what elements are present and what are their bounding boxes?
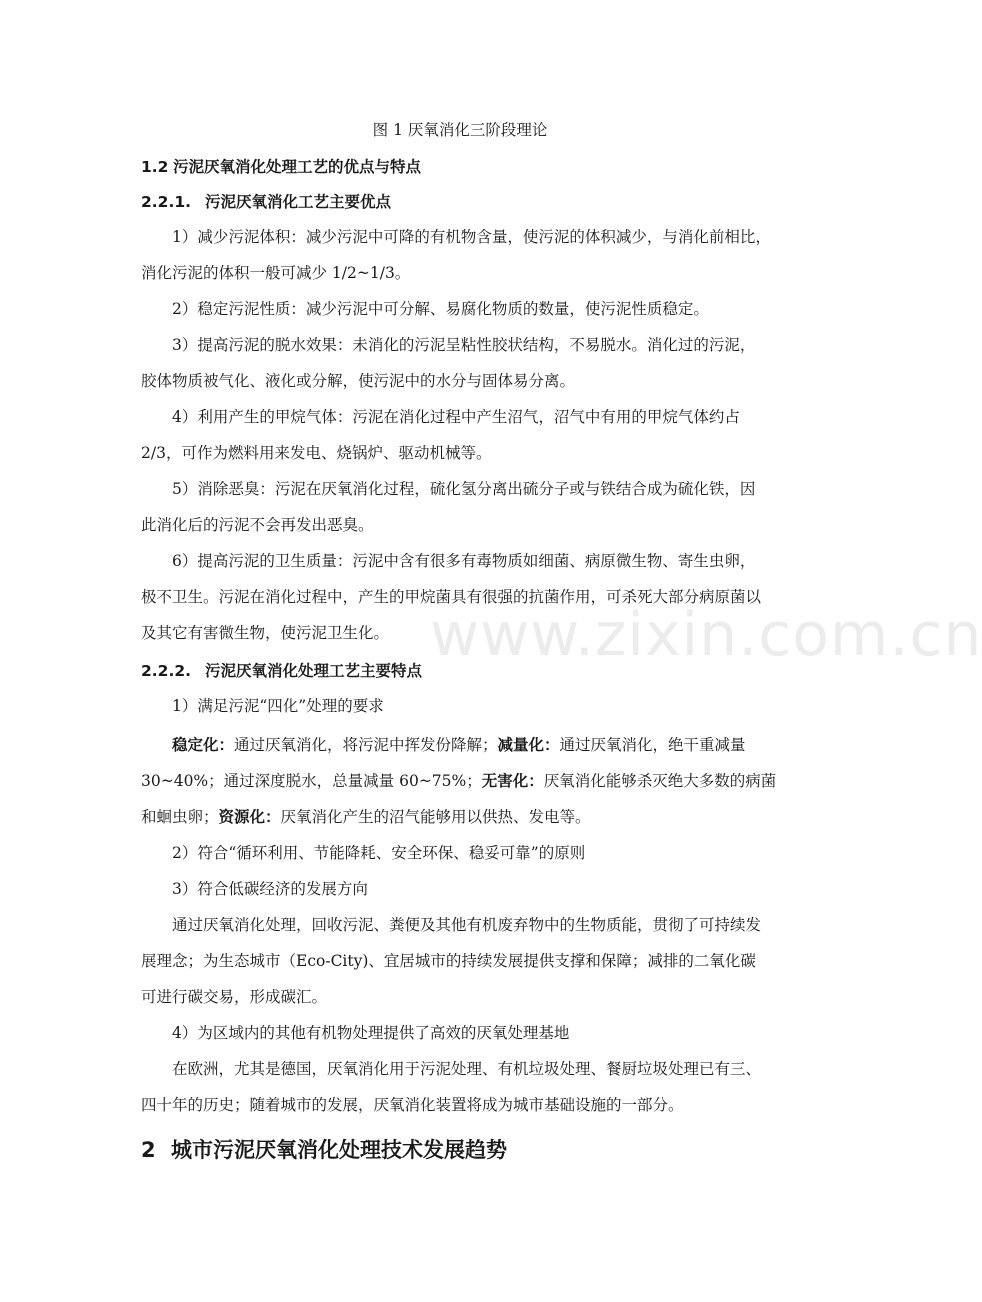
term-stabilization-desc: 通过厌氧消化，将污泥中挥发份降解； <box>234 736 498 754</box>
feature-3-body-line-1: 通过厌氧消化处理，回收污泥、粪便及其他有机废弃物中的生物质能，贯彻了可持续发 <box>172 916 762 934</box>
section-number: 2.2.2. <box>141 662 192 680</box>
feature-4-title: 4）为区域内的其他有机物处理提供了高效的厌氧处理基地 <box>172 1024 570 1042</box>
four-modernizations-line-2 <box>141 770 776 792</box>
feature-3-body-line-3: 可进行碳交易，形成碳汇。 <box>141 988 328 1006</box>
section-heading-2-2-2 <box>141 660 422 682</box>
four-modernizations-line-3 <box>141 806 591 828</box>
advantage-6-line-1: 6）提高污泥的卫生质量：污泥中含有很多有毒物质如细菌、病原微生物、寄生虫卵， <box>172 552 756 570</box>
term-resource-desc: 厌氧消化产生的沼气能够用以供热、发电等。 <box>280 808 591 826</box>
term-resource: 资源化： <box>218 808 281 826</box>
advantage-1-line-1: 1）减少污泥体积：减少污泥中可降的有机物含量，使污泥的体积减少，与消化前相比， <box>172 228 771 246</box>
term-harmless-desc-a: 厌氧消化能够杀灭绝大多数的病菌 <box>543 772 777 790</box>
figure-caption: 图 1 厌氧消化三阶段理论 <box>372 121 548 139</box>
term-harmless: 无害化： <box>481 772 544 790</box>
feature-2-title: 2）符合“循环利用、节能降耗、安全环保、稳妥可靠”的原则 <box>172 844 586 862</box>
feature-3-body-line-2: 展理念；为生态城市（Eco-City)、宜居城市的持续发展提供支撑和保障；减排的二氧化碳 <box>141 952 756 970</box>
section-number: 2.2.1. <box>141 193 192 211</box>
chapter-title: 城市污泥厌氧消化处理技术发展趋势 <box>171 1138 507 1162</box>
advantage-4-line-1: 4）利用产生的甲烷气体：污泥在消化过程中产生沼气，沼气中有用的甲烷气体约占 <box>172 408 740 426</box>
advantage-5-line-1: 5）消除恶臭：污泥在厌氧消化过程，硫化氢分离出硫分子或与铁结合成为硫化铁，因 <box>172 480 756 498</box>
section-title: 污泥厌氧消化处理工艺的优点与特点 <box>173 158 422 176</box>
advantage-6-line-3: 及其它有害微生物，使污泥卫生化。 <box>141 624 390 642</box>
advantage-6-line-2: 极不卫生。污泥在消化过程中，产生的甲烷菌具有很强的抗菌作用，可杀死大部分病原菌以 <box>141 588 762 606</box>
section-number: 1.2 <box>141 158 169 176</box>
section-title: 污泥厌氧消化处理工艺主要特点 <box>205 662 423 680</box>
term-reduction: 减量化： <box>497 736 560 754</box>
section-heading-1-2 <box>141 156 421 178</box>
watermark: www.zixin.com.cn <box>430 600 982 670</box>
feature-4-body-line-1: 在欧洲，尤其是德国，厌氧消化用于污泥处理、有机垃圾处理、餐厨垃圾处理已有三、 <box>172 1060 762 1078</box>
advantage-3-line-2: 胶体物质被气化、液化或分解，使污泥中的水分与固体易分离。 <box>141 372 576 390</box>
feature-1-title: 1）满足污泥“四化”处理的要求 <box>172 697 384 715</box>
term-reduction-desc-a: 通过厌氧消化，绝干重减量 <box>559 736 746 754</box>
term-harmless-desc-b: 和蛔虫卵； <box>141 808 219 826</box>
advantage-4-line-2: 2/3，可作为燃料用来发电、烧锅炉、驱动机械等。 <box>141 444 492 462</box>
feature-4-body-line-2: 四十年的历史；随着城市的发展，厌氧消化装置将成为城市基础设施的一部分。 <box>141 1096 684 1114</box>
advantage-3-line-1: 3）提高污泥的脱水效果：未消化的污泥呈粘性胶状结构，不易脱水。消化过的污泥， <box>172 336 756 354</box>
advantage-5-line-2: 此消化后的污泥不会再发出恶臭。 <box>141 516 374 534</box>
section-title: 污泥厌氧消化工艺主要优点 <box>205 193 392 211</box>
chapter-heading-2 <box>141 1136 507 1164</box>
four-modernizations-line-1 <box>172 734 746 756</box>
term-reduction-desc-b: 30~40%；通过深度脱水，总量减量 60~75%； <box>141 772 482 790</box>
section-heading-2-2-1 <box>141 191 391 213</box>
feature-3-title: 3）符合低碳经济的发展方向 <box>172 880 368 898</box>
advantage-1-line-2: 消化污泥的体积一般可减少 1/2~1/3。 <box>141 264 411 282</box>
term-stabilization: 稳定化： <box>172 736 235 754</box>
chapter-number: 2 <box>141 1138 156 1162</box>
advantage-2-line-1: 2）稳定污泥性质：减少污泥中可分解、易腐化物质的数量，使污泥性质稳定。 <box>172 300 709 318</box>
